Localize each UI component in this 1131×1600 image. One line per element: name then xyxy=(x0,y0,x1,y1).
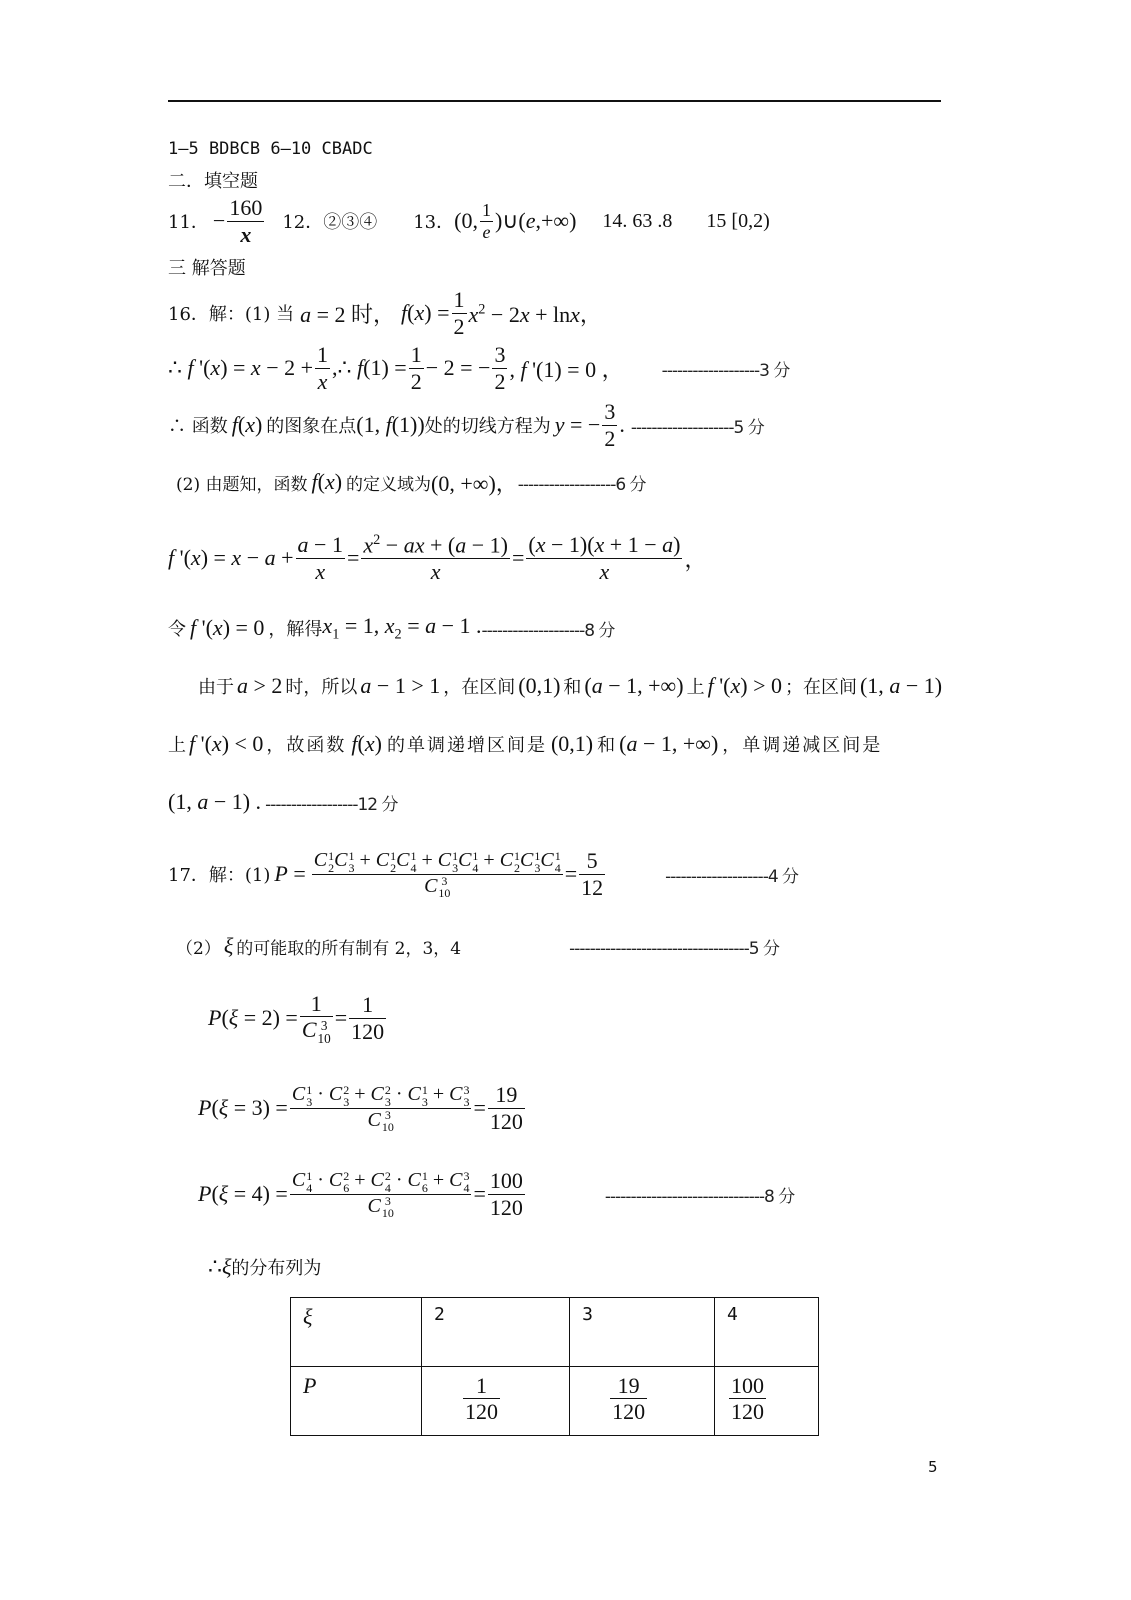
page-number: 5 xyxy=(928,1458,938,1476)
q16-para2-c: 的单调递增区间是 xyxy=(386,735,547,756)
q16-para2-fx: f(x) xyxy=(351,731,382,756)
q17-part2-label: （2） xyxy=(176,938,221,959)
q16-roots xyxy=(168,612,614,644)
q16-para2 xyxy=(168,728,882,760)
q16-line3 xyxy=(168,398,764,452)
q17-dist-heading xyxy=(208,1252,321,1282)
q17-p2-label: P(ξ = 2) = xyxy=(208,1005,298,1030)
q17-p2: P(ξ = 2) = 1 C 3 10 = $\frac{1}{120}$ xyxy=(208,990,385,1047)
q16-inc1: (0,1) xyxy=(550,731,594,756)
q16-therefore: ∴ 函数 xyxy=(168,416,228,437)
q17-line1: 17．解：(1) P = C 1 2 C 1 3 + C 1 2 C 1 4 + C 1 3 C 1 4 + C 1 2 C 1 3 C 1 4 C 3 10 = $\frac{5}{12}$ --------------------4 分 xyxy=(168,848,799,900)
q14-answer: 14. 63 .8 xyxy=(602,209,673,232)
mc-answers: 1—5 BDBCB 6—10 CBADC xyxy=(168,139,373,159)
q16-para1 xyxy=(198,670,942,702)
q16-deriv-frac2: $\frac{x^2 - ax + (a - 1)}{x}$ xyxy=(363,532,508,584)
q17-part2-text: 的可能取的所有制有 2，3，4 xyxy=(236,938,462,959)
q16-fprime: f '(x) = x − a + xyxy=(168,545,294,570)
q13-frac: $\frac{1}{e}$ xyxy=(481,199,491,242)
q17-dist-text: 的分布列为 xyxy=(231,1258,322,1279)
header-rule xyxy=(168,100,941,102)
q16-para2-e: ，单调递减区间是 xyxy=(722,735,883,756)
q16-deriv-line: f '(x) = x − a + $\frac{a - 1}{x}$ = $\frac{x^2 - ax + (a - 1)}{x}$ = $\frac{(x - 1)(x + 1 - a)}{x}$ ， xyxy=(168,532,707,584)
fill-answers-row xyxy=(168,192,770,250)
q16-para2-a: 上 xyxy=(168,735,186,756)
q17-therefore-xi: ∴ξ xyxy=(208,1254,232,1279)
q16-line1 xyxy=(168,288,602,338)
q16-domain: (0, +∞)， xyxy=(431,470,518,496)
q16-para1-f: ；在区间 xyxy=(784,677,857,698)
q11-minus: − xyxy=(212,208,226,233)
table-cell-2: 2 xyxy=(422,1298,570,1367)
q16-para2-d: 和 xyxy=(597,735,616,756)
q17-score5: -----------------------------------5 分 xyxy=(569,938,780,959)
q16-y-eq: y = − xyxy=(554,412,601,437)
q16-half: $\frac{1}{2}$ xyxy=(453,287,465,339)
q13-expr: (0, xyxy=(454,208,478,233)
q11-fraction xyxy=(227,195,264,247)
q17-p-eq: P = xyxy=(274,861,306,886)
q17-p2-result: $\frac{1}{120}$ xyxy=(351,992,385,1044)
q16-para1-d: 和 xyxy=(563,677,582,698)
q16-part2-text: (2) 由题知，函数 xyxy=(176,474,308,495)
q16-inc2: (a − 1, +∞) xyxy=(619,731,719,756)
q16-score5: --------------------5 分 xyxy=(630,417,764,438)
q16-tangent-text: 处的切线方程为 xyxy=(424,416,551,437)
q17-p-result: $\frac{5}{12}$ xyxy=(581,848,604,900)
q16-score6: -------------------6 分 xyxy=(517,474,646,495)
fill-heading: 二．填空题 xyxy=(168,171,258,192)
q17-p4-label: P(ξ = 4) = xyxy=(198,1181,288,1206)
q16-int01: (0,1) xyxy=(518,673,561,698)
q17-p3: P(ξ = 3) = C 1 3 · C 2 3 + C 2 3 · C 1 3 + C 3 3 C 3 10 = $\frac{19}{120}$ xyxy=(198,1082,523,1134)
q17-p2-frac1: 1 C 3 10 xyxy=(301,990,331,1047)
q16-f1: ,∴ f(1) = xyxy=(332,355,407,380)
q17-intro: 17．解：(1) xyxy=(168,865,271,886)
q17-p4: P(ξ = 4) = C 1 4 · C 2 6 + C 2 4 · C 1 6 + C 3 4 C 3 10 = $\frac{100}{120}$ -------------------------------8 分 xyxy=(198,1168,795,1220)
q16-root-values: $x_1 = 1$, $x_2 = a - 1$ . xyxy=(322,612,482,643)
q16-intro: 16．解：(1) 当 xyxy=(168,304,295,325)
q16-part2-fx: f(x) xyxy=(311,469,343,494)
q11-label: 11． xyxy=(168,212,209,233)
q17-p4-result: $\frac{100}{120}$ xyxy=(489,1168,523,1220)
distribution-table xyxy=(290,1297,819,1436)
table-cell-p: P xyxy=(291,1367,422,1436)
q16-deriv-frac1: $\frac{a - 1}{x}$ xyxy=(297,532,343,584)
q17-p3-result: $\frac{19}{120}$ xyxy=(489,1082,523,1134)
q16-score8: --------------------8 分 xyxy=(481,620,615,641)
q17-p-frac: C 1 2 C 1 3 + C 1 2 C 1 4 + C 1 3 C 1 4 + C 1 2 C 1 3 C 1 4 C 3 10 xyxy=(313,848,561,900)
q16-deriv-frac3: $\frac{(x - 1)(x + 1 - a)}{x}$ xyxy=(528,532,681,584)
q16-dec: (1, a − 1) . xyxy=(168,789,262,814)
q17-score8: -------------------------------8 分 xyxy=(604,1186,795,1207)
q16-minus2: − 2 = − xyxy=(425,355,491,380)
table-row xyxy=(291,1367,819,1436)
q16-graph-text: 的图象在点 xyxy=(266,416,357,437)
q16-a-gt2: a > 2 xyxy=(237,673,283,698)
q16-three-halves: $\frac{3}{2}$ xyxy=(494,342,506,394)
q16-half2: $\frac{1}{2}$ xyxy=(410,342,422,394)
q16-int-a: (a − 1, +∞) xyxy=(584,673,684,698)
q16-para1-b: 时，所以 xyxy=(285,677,358,698)
q16-part2 xyxy=(176,466,646,498)
q16-period: . xyxy=(619,412,625,437)
q17-p4-frac1: C 1 4 · C 2 6 + C 2 4 · C 1 6 + C 3 4 C 3 10 xyxy=(291,1168,470,1220)
q15-answer: 15 [0,2) xyxy=(706,209,770,232)
q16-a-eq: a = 2 时， xyxy=(300,301,396,327)
q16-f-rest: $x^2 - 2x + \ln x$， xyxy=(468,301,602,327)
table-row xyxy=(291,1298,819,1367)
q16-line2 xyxy=(168,342,789,394)
q17-xi: ξ xyxy=(223,933,234,958)
q16-a1-gt1: a − 1 > 1 xyxy=(360,673,441,698)
table-cell-p3: $\frac{19}{120}$ xyxy=(570,1367,715,1436)
q17-score4: --------------------4 分 xyxy=(665,866,799,887)
q16-1overx: $\frac{1}{x}$ xyxy=(317,342,329,394)
table-cell-xi: ξ xyxy=(291,1298,422,1367)
q16-fp-zero: f '(x) = 0 xyxy=(190,615,265,640)
q16-fp1: , f '(1) = 0 ， xyxy=(509,356,624,382)
q17-part2 xyxy=(176,930,779,962)
q16-tan-frac: $\frac{3}{2}$ xyxy=(604,399,616,451)
q16-deriv: ∴ f '(x) = x − 2 + xyxy=(168,355,314,380)
q16-para1-e: 上 xyxy=(686,677,705,698)
q16-domain-text: 的定义域为 xyxy=(346,474,432,495)
q16-fp-neg: f '(x) < 0 xyxy=(189,731,264,756)
table-cell-4: 4 xyxy=(715,1298,819,1367)
q16-para1-a: 由于 xyxy=(198,677,234,698)
q16-int1a: (1, a − 1) xyxy=(859,673,943,698)
q16-para2-b: ，故函数 xyxy=(266,735,347,756)
q16-point: (1, f(1)) xyxy=(356,412,425,437)
q11-num: 160 xyxy=(229,195,263,221)
q11-den: x xyxy=(240,221,252,247)
table-cell-p4: $\frac{100}{120}$ xyxy=(715,1367,819,1436)
q13-label: 13． xyxy=(413,212,455,233)
q12-answer: 12．②③④ xyxy=(282,212,378,233)
q16-fp-pos: f '(x) > 0 xyxy=(707,673,782,698)
q16-let: 令 xyxy=(168,619,186,640)
table-cell-3: 3 xyxy=(570,1298,715,1367)
table-cell-p2: $\frac{1}{120}$ xyxy=(422,1367,570,1436)
q17-p3-frac1: C 1 3 · C 2 3 + C 2 3 · C 1 3 + C 3 3 C 3 10 xyxy=(291,1082,470,1134)
q16-score3: -------------------3 分 xyxy=(661,360,790,381)
q17-p3-label: P(ξ = 3) = xyxy=(198,1095,288,1120)
q13-expr-b: )∪(e,+∞) xyxy=(494,208,577,233)
q16-score12: ------------------12 分 xyxy=(265,794,398,815)
q16-para3 xyxy=(168,786,398,818)
q16-fx: f(x) xyxy=(231,412,263,437)
solve-heading: 三 解答题 xyxy=(168,258,246,279)
q16-para1-c: ，在区间 xyxy=(443,677,516,698)
q16-f-def: f(x) = xyxy=(401,300,450,325)
q16-solve-text: ，解得 xyxy=(268,619,323,640)
